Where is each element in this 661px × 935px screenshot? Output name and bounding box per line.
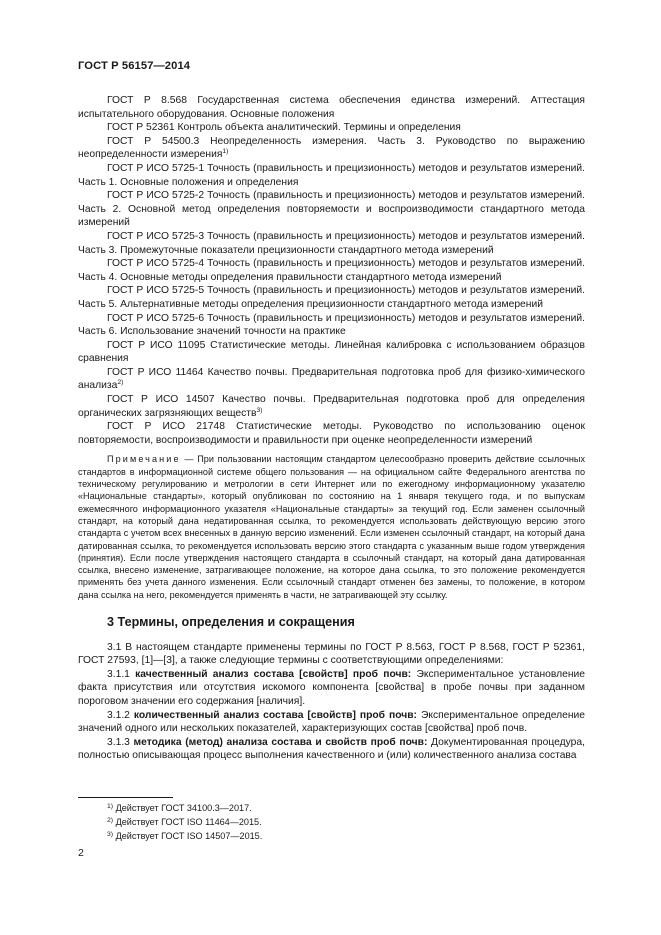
term-name: качественный анализ состава [свойств] проб почв:: [135, 668, 412, 680]
note-label: Примечание: [107, 454, 181, 465]
footnote-ref: 3): [256, 406, 263, 414]
reference-item: ГОСТ Р 54500.3 Неопределенность измерения. Часть 3. Руководство по выражению неопределенности измерения$^{1)}$: [78, 135, 585, 161]
footnote-item: $^{1)}$ Действует ГОСТ 34100.3—2017.: [107, 803, 252, 813]
reference-item: ГОСТ Р ИСО 5725-5 Точность (правильность и прецизионность) методов и результатов измерений. Часть 5. Альтернативные методы определения прецизионности стандартного метода измерений: [78, 285, 585, 310]
section-heading: 3 Термины, определения и сокращения: [107, 615, 355, 629]
term-name: методика (метод) анализа состава и свойств проб почв:: [133, 736, 428, 748]
document-body: [78, 94, 585, 763]
footnote-item: $^{3)}$ Действует ГОСТ ISO 14507—2015.: [107, 831, 263, 841]
reference-item: ГОСТ Р ИСО 21748 Статистические методы. Руководство по использованию оценок повторяемости, воспроизводимости и правильности при оценке неопределенности измерений: [78, 421, 585, 446]
term-3-1-3: 3.1.3 методика (метод) анализа состава и свойств проб почв: Документированная процедура, полностью описывающая процесс выполнения качественного и (или) количественного анализа состава: [78, 736, 585, 762]
footnote-ref: 2): [117, 379, 124, 387]
footnote-item: $^{2)}$ Действует ГОСТ ISO 11464—2015.: [107, 817, 262, 827]
reference-item: ГОСТ Р ИСО 11464 Качество почвы. Предварительная подготовка проб для физико-химического анализа$^{2)}$: [78, 366, 585, 392]
reference-item: ГОСТ Р ИСО 14507 Качество почвы. Предварительная подготовка проб для определения органических загрязняющих веществ$^{3)}$: [78, 394, 585, 419]
running-header: ГОСТ Р 56157—2014: [78, 60, 191, 72]
reference-item: ГОСТ Р ИСО 11095 Статистические методы. Линейная калибровка с использованием образцов сравнения: [78, 339, 585, 365]
reference-item: ГОСТ Р ИСО 5725-2 Точность (правильность и прецизионность) методов и результатов измерений. Часть 2. Основной метод определения повторяемости и воспроизводимости стандартного метода измерений: [78, 190, 585, 229]
reference-item: ГОСТ Р 52361 Контроль объекта аналитический. Термины и определения: [107, 122, 461, 134]
footnote-ref: 1): [222, 148, 229, 156]
normative-references-list: [78, 94, 585, 447]
reference-item: ГОСТ Р ИСО 5725-3 Точность (правильность и прецизионность) методов и результатов измерений. Часть 3. Промежуточные показатели прецизионности стандартного метода измерений: [78, 230, 585, 256]
term-name: количественный анализ состава [свойств] проб почв:: [133, 709, 417, 721]
reference-item: ГОСТ Р ИСО 5725-1 Точность (правильность и прецизионность) методов и результатов измерений. Часть 1. Основные положения и определения: [78, 162, 585, 188]
footnotes: [107, 801, 262, 843]
footnote-divider: [78, 797, 173, 798]
clause-3-1: 3.1 В настоящем стандарте применены термины по ГОСТ Р 8.563, ГОСТ Р 8.568, ГОСТ Р 52361, ГОСТ 27593, [1]—[3], а также следующие термины с соответствующими определениями:: [78, 641, 585, 667]
reference-item: ГОСТ Р 8.568 Государственная система обеспечения единства измерений. Аттестация испытательного оборудования. Основные положения: [78, 95, 585, 120]
reference-item: ГОСТ Р ИСО 5725-6 Точность (правильность и прецизионность) методов и результатов измерений. Часть 6. Использование значений точности на практике: [78, 312, 585, 338]
reference-item: ГОСТ Р ИСО 5725-4 Точность (правильность и прецизионность) методов и результатов измерений. Часть 4. Основные методы определения правильности стандартного метода измерений: [78, 258, 585, 283]
term-3-1-2: 3.1.2 количественный анализ состава [свойств] проб почв: Экспериментальное определение значений одного или нескольких показателей, характеризующих состав [свойства] проб почв.: [78, 709, 585, 735]
note-paragraph: Примечание — При пользовании настоящим стандартом целесообразно проверить действие ссылочных стандартов в информационной системе общего пользования — на официальном сайте Федерального агентства по техническому регулированию и метрологии в сети Интернет или по ежегодному информационному указателю «Национальные стандарты», который опубликован по состоянию на 1 января текущего года, и по выпускам ежемесячного информационного указателя «Национальные стандарты» за текущий год. Если заменен ссылочный стандарт, на который дана недатированная ссылка, то рекомендуется использовать действующую версию этого стандарта с учетом всех внесенных в данную версию изменений. Если изменен ссылочный стандарт, на который дана датированная ссылка, то рекомендуется использовать версию этого стандарта с указанным выше годом утверждения (принятия). Если после утверждения настоящего стандарта в ссылочный стандарт, на который дана датированная ссылка, внесено изменение, затрагивающее положение, на которое дана ссылка, то это положение рекомендуется применять без учета данного изменения. Если ссылочный стандарт отменен без замены, то положение, в котором дана ссылка на него, рекомендуется применять в части, не затрагивающей эту ссылку.: [78, 454, 585, 600]
page-number: 2: [78, 847, 84, 859]
term-3-1-1: 3.1.1 качественный анализ состава [свойств] проб почв: Экспериментальное установление факта присутствия или отсутствия искомого компонента [свойства] в пробе почвы при заданном пороговом значении его содержания [наличия].: [78, 668, 586, 707]
